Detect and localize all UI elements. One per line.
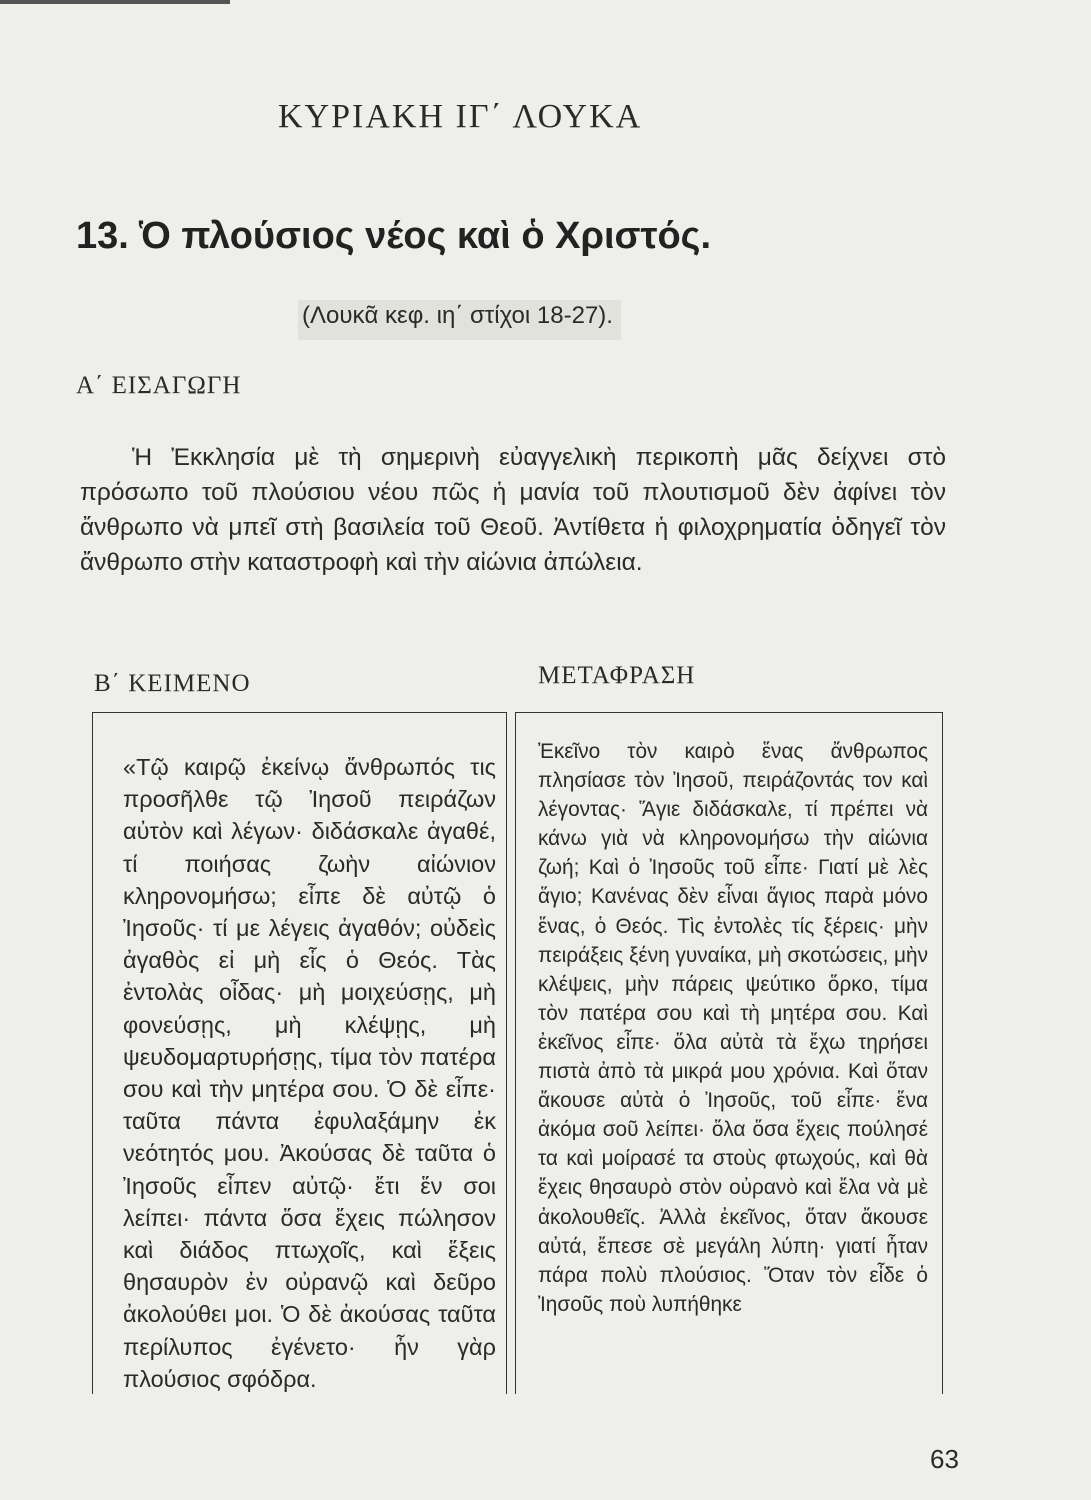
translation-text: Ἐκεῖνο τὸν καιρὸ ἕνας ἄνθρωπος πλησίασε τὸν Ἰησοῦ, πειράζοντάς τον καὶ λέγοντας· Ἅγιε διδάσκαλε, τί πρέπει νὰ κάνω γιὰ νὰ κληρονομήσω τὴν αἰώνια ζωή; Καὶ ὁ Ἰησοῦς τοῦ εἶπε· Γιατί μὲ λὲς ἅγιο; Κανένας δὲν εἶναι ἅγιος παρὰ μόνο ἕνας, ὁ Θεός. Τὶς ἐντολὲς τίς ξέρεις· μὴν πειράξεις ξένη γυναίκα, μὴ σκοτώσεις, μὴν κλέψεις, μὴν πάρεις ψεύτικο ὅρκο, τίμα τὸν πατέρα σου καὶ τὴ μητέρα σου. Καὶ ἐκεῖνος εἶπε· ὅλα αὐτὰ τὰ ἔχω τηρήσει πιστὰ ἀπὸ τὰ μικρά μου χρόνια. Καὶ ὅταν ἄκουσε αὐτὰ ὁ Ἰησοῦς, τοῦ εἶπε· ἕνα ἀκόμα σοῦ λείπει· ὅλα ὅσα ἔχεις πούλησέ τα καὶ μοίρασέ τα στοὺς φτωχούς, καὶ θὰ ἔχεις θησαυρὸ στὸν οὐρανὸ καὶ ἔλα νὰ μὲ ἀκολουθεῖς. Ἀλλὰ ἐκεῖνος, ὅταν ἄκουσε αὐτά, ἔπεσε σὲ μεγάλη λύπη· γιατί ἦταν πάρα πολὺ πλούσιος. Ὅταν τὸν εἶδε ὁ Ἰησοῦς ποὺ λυπήθηκε [538, 740, 928, 1316]
sunday-title: ΚΥΡΙΑΚΗ ΙΓ΄ ΛΟΥΚΑ [278, 98, 643, 135]
translation-heading: ΜΕΤΑΦΡΑΣΗ [538, 662, 696, 689]
page-number: 63 [930, 1444, 959, 1474]
text-heading: Β΄ ΚΕΙΜΕΝΟ [94, 670, 251, 697]
intro-text: Ἡ Ἐκκλησία μὲ τὴ σημερινὴ εὐαγγελικὴ περικοπὴ μᾶς δείχνει στὸ πρόσωπο τοῦ πλούσιου νέου πῶς ἡ μανία τοῦ πλουτισμοῦ δὲν ἀφίνει τὸν ἄνθρωπο νὰ μπεῖ στὴ βασιλεία τοῦ Θεοῦ. Ἀντίθετα ἡ φιλοχρηματία ὁδηγεῖ τὸν ἄνθρωπο στὴν καταστροφὴ καὶ τὴν αἰώνια ἀπώλεια. [80, 444, 946, 576]
lesson-title: 13. Ὁ πλούσιος νέος καὶ ὁ Χριστός. [76, 215, 711, 257]
intro-heading: Α΄ ΕΙΣΑΓΩΓΗ [76, 372, 242, 399]
scripture-reference: (Λουκᾶ κεφ. ιη΄ στίχοι 18-27). [298, 300, 621, 340]
translation-box [515, 712, 943, 1394]
top-rule [0, 0, 230, 4]
original-text-box [92, 712, 507, 1394]
original-text: «Τῷ καιρῷ ἐκείνῳ ἄνθρωπός τις προσῆλθε τῷ Ἰησοῦ πειράζων αὐτὸν καὶ λέγων· διδάσκαλε ἀγαθέ, τί ποιήσας ζωὴν αἰώνιον κληρονομήσω; εἶπε δὲ αὐτῷ ὁ Ἰησοῦς· τί με λέγεις ἀγαθόν; οὐδεὶς ἀγαθὸς εἰ μὴ εἷς ὁ Θεός. Τὰς ἐντολὰς οἶδας· μὴ μοιχεύσῃς, μὴ φονεύσῃς, μὴ κλέψῃς, μὴ ψευδομαρτυρήσῃς, τίμα τὸν πατέρα σου καὶ τὴν μητέρα σου. Ὁ δὲ εἶπε· ταῦτα πάντα ἐφυλαξάμην ἐκ νεότητός μου. Ἀκούσας δὲ ταῦτα ὁ Ἰησοῦς εἶπεν αὐτῷ· ἔτι ἕν σοι λείπει· πάντα ὅσα ἔχεις πώλησον καὶ διάδος πτωχοῖς, καὶ ἕξεις θησαυρὸν ἐν οὐρανῷ καὶ δεῦρο ἀκολούθει μοι. Ὁ δὲ ἀκούσας ταῦτα περίλυπος ἐγένετο· ἦν γὰρ πλούσιος σφόδρα. [123, 754, 496, 1392]
intro-paragraph [80, 440, 946, 580]
